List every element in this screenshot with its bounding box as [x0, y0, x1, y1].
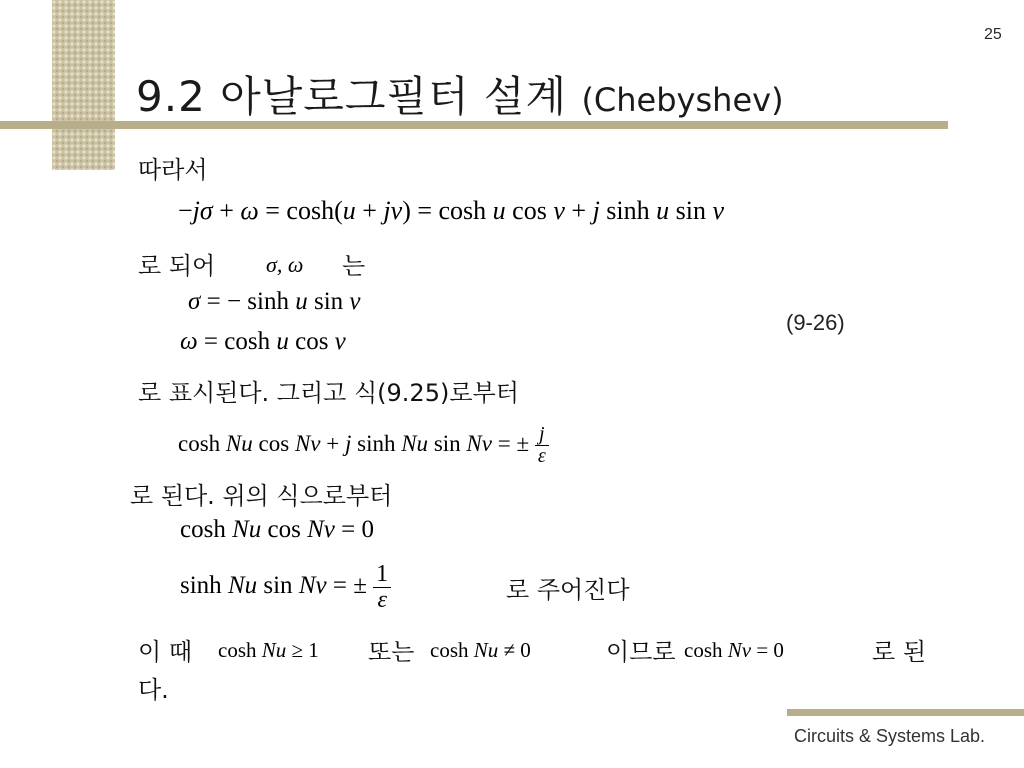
text-therefore: 따라서 — [138, 156, 208, 184]
text-topic-marker: 는 — [342, 252, 366, 280]
text-expressed: 로 표시된다. 그리고 식(9.25)로부터 — [138, 379, 519, 407]
sigma-omega-symbols: σ, ω — [266, 252, 304, 277]
text-becomes-from: 로 된다. 위의 식으로부터 — [130, 482, 393, 510]
equation-sigma: σ = − sinh u sin v — [188, 288, 361, 315]
equation-number: (9-26) — [786, 310, 845, 335]
text-becomes-prefix: 로 되어 — [138, 252, 216, 280]
slide-title-sub: (Chebyshev) — [581, 81, 784, 119]
footer-lab-name: Circuits & Systems Lab. — [794, 726, 986, 746]
condition-cosh-nu-ge-1: cosh Nu ≥ 1 — [218, 638, 319, 662]
text-at-this-time: 이 때 — [138, 638, 192, 666]
condition-cosh-nu-ne-0: cosh Nu ≠ 0 — [430, 638, 531, 662]
text-da: 다. — [138, 676, 169, 704]
equation-cosh-nu-nv: cosh Nu cos Nv + j sinh Nu sin Nv = ± $\frac{j}{\varepsilon}$ — [178, 420, 549, 468]
equation-main: −jσ + ω = cosh(u + jv) = cosh u cos v + j sinh u sin v — [178, 196, 725, 225]
text-becomes-end: 로 된 — [872, 638, 926, 666]
condition-cosh-nv-eq-0: cosh Nv = 0 — [684, 638, 784, 662]
text-therefore2: 이므로 — [606, 638, 676, 666]
equation-omega: ω = cosh u cos v — [180, 328, 346, 355]
slide-title — [136, 64, 784, 124]
equation-cos-zero: cosh Nu cos Nv = 0 — [180, 516, 374, 543]
footer-bar — [787, 709, 1024, 716]
text-or: 또는 — [368, 638, 415, 666]
equation-sin-one-over-eps: sinh Nu sin Nv = ± $\frac{1}{\varepsilon}$ — [180, 558, 391, 614]
page-number: 25 — [984, 26, 1002, 43]
text-given-as: 로 주어진다 — [506, 576, 630, 604]
slide-title-main: 9.2 아날로그필터 설계 — [136, 72, 568, 121]
decorative-pattern-block — [52, 0, 115, 170]
